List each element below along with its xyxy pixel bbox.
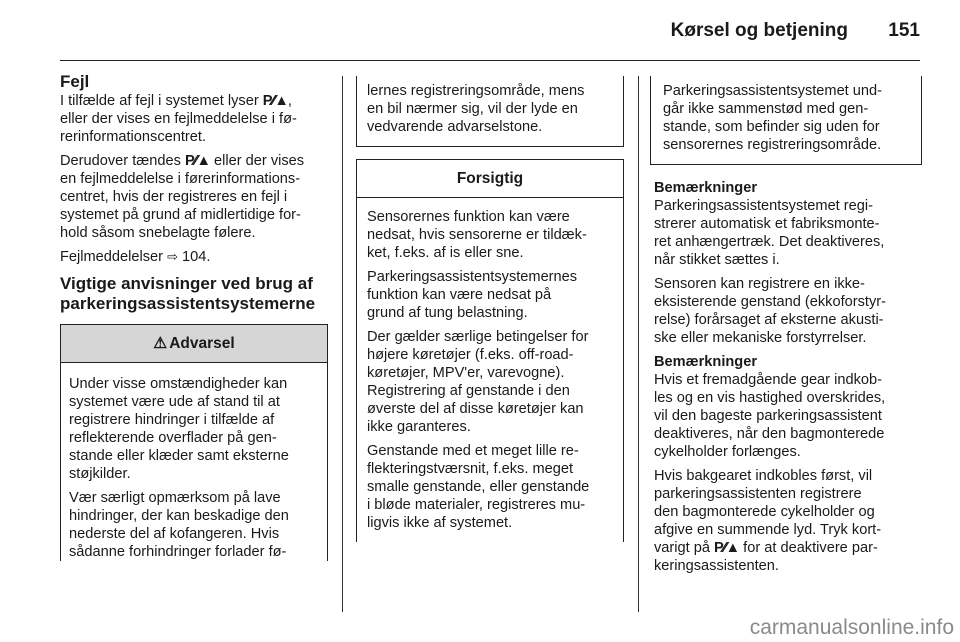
warning-paragraph xyxy=(69,375,319,483)
warning-box-continued xyxy=(356,76,624,147)
column-3 xyxy=(654,76,922,581)
caution-paragraph xyxy=(367,442,615,532)
text-line: flekteringstværsnit, f.eks. meget xyxy=(367,461,574,477)
paragraph: I tilfælde af fejl i systemet lyser P⁄⁄▲, eller der vises en fejlmeddelelse i fø- rerinformationscentret. xyxy=(60,93,297,145)
text-line: afgive en summende lyd. Tryk kort- xyxy=(654,522,882,538)
text-line: systemet være ude af stand til at xyxy=(69,394,280,410)
text-line: funktion kan være nedsat på xyxy=(367,287,552,303)
warning-box xyxy=(60,324,328,561)
note-paragraph xyxy=(654,197,922,269)
caution-paragraph xyxy=(663,82,913,154)
text-line: grund af tung belastning. xyxy=(367,305,528,321)
text-line: Sensorernes funktion kan være xyxy=(367,209,570,225)
text-line: Sensoren kan registrere en ikke- xyxy=(654,276,865,292)
text-line: reflekterende overflader på gen- xyxy=(69,430,277,446)
park-assist-icon: P⁄⁄▲ xyxy=(714,540,740,556)
page-header xyxy=(60,16,920,56)
warning-paragraph xyxy=(69,489,319,561)
paragraph xyxy=(654,275,922,347)
column-divider-1 xyxy=(342,76,343,612)
text-line: Hvis bakgearet indkobles først, vil xyxy=(654,468,873,484)
text-line: nedsat, hvis sensorerne er tildæk- xyxy=(367,227,587,243)
text-line: Vær særligt opmærksom på lave xyxy=(69,490,281,506)
warning-body xyxy=(61,363,327,561)
note-heading: Bemærkninger xyxy=(654,354,757,370)
text-line: højere køretøjer (f.eks. off-road- xyxy=(367,347,574,363)
text-line: går ikke sammenstød med gen- xyxy=(663,101,869,117)
text-line: parkeringsassistenten registrere xyxy=(654,486,862,502)
paragraph: Fejlmeddelelser ⇨ 104. xyxy=(60,249,211,265)
text-line: Under visse omstændigheder kan xyxy=(69,376,288,392)
text-line: sådanne forhindringer forlader fø- xyxy=(69,544,287,560)
text-line: relse) forårsaget af eksterne akusti- xyxy=(654,312,884,328)
text-line: nederste del af kofangeren. Hvis xyxy=(69,526,280,542)
text-line: en bil nærmer sig, vil der lyde en xyxy=(367,101,578,117)
text-line: les og en vis hastighed overskrides, xyxy=(654,390,886,406)
paragraph: Hvis bakgearet indkobles først, vil parkeringsassistenten registrere den bagmonterede cykelholder og afgive en summende lyd. Tryk kort- varigt på P⁄⁄▲ for at deaktivere par- keringsassistenten. xyxy=(654,468,882,574)
caution-box xyxy=(356,159,624,542)
text-line: den bagmonterede cykelholder og xyxy=(654,504,875,520)
text-line: registrere hindringer i tilfælde af xyxy=(69,412,275,428)
text-line: Parkeringsassistentsystemernes xyxy=(367,269,578,285)
text-line: cykelholder forlænges. xyxy=(654,444,801,460)
text-line: ske eller mekaniske forstyrrelser. xyxy=(654,330,867,346)
note-heading: Bemærkninger xyxy=(654,180,757,196)
caution-paragraph xyxy=(367,208,615,262)
text-line: Parkeringsassistentsystemet und- xyxy=(663,83,882,99)
text-line: eksisterende genstand (ekkoforstyr- xyxy=(654,294,886,310)
text-line: deaktiveres, når den bagmonterede xyxy=(654,426,885,442)
warning-triangle-icon: ⚠ xyxy=(153,334,168,352)
text-line: støjkilder. xyxy=(69,466,131,482)
park-assist-icon: P⁄⁄▲ xyxy=(184,153,210,169)
text-line: ret anhængertræk. Det deaktiveres, xyxy=(654,234,885,250)
text-line: ket, f.eks. af is eller sne. xyxy=(367,245,524,261)
caution-box-continued xyxy=(650,76,922,165)
park-assist-icon: P⁄⁄▲ xyxy=(262,93,288,109)
paragraph: Derudover tændes P⁄⁄▲ eller der vises en fejlmeddelelse i førerinformations- centret, hvis der registreres en fejl i systemet på grund af midlertidige for- hold såsom snebelagte følere. xyxy=(60,153,305,241)
watermark: carmanualsonline.info xyxy=(749,616,954,639)
page-title: Kørsel og betjening xyxy=(670,20,848,41)
text-line: lernes registreringsområde, mens xyxy=(367,83,585,99)
text-line: når stikket sættes i. xyxy=(654,252,780,268)
page-number: 151 xyxy=(888,20,920,41)
text-line: Registrering af genstande i den xyxy=(367,383,570,399)
text-line: ligvis ikke af systemet. xyxy=(367,515,513,531)
text-line: i bløde materialer, registreres mu- xyxy=(367,497,586,513)
section-heading-fejl: Fejl xyxy=(60,72,90,91)
header-divider xyxy=(60,60,920,61)
column-1 xyxy=(60,72,328,561)
text-line: øverste del af disse køretøjer kan xyxy=(367,401,584,417)
warning-header: ⚠ Advarsel xyxy=(61,325,327,363)
text-line: Parkeringsassistentsystemet regi- xyxy=(654,198,873,214)
caution-header: Forsigtig xyxy=(357,160,623,198)
text-line: vil den bageste parkeringsassistent xyxy=(654,408,882,424)
text-line: køretøjer, MPV'er, varevogne). xyxy=(367,365,565,381)
text-line: ikke garanteres. xyxy=(367,419,471,435)
caution-paragraph xyxy=(367,328,615,436)
text-line: Der gælder særlige betingelser for xyxy=(367,329,589,345)
column-divider-2 xyxy=(638,76,639,612)
caution-body xyxy=(357,198,623,532)
caution-paragraph xyxy=(367,268,615,322)
text-line: vedvarende advarselstone. xyxy=(367,119,543,135)
text-line: sensorernes registreringsområde. xyxy=(663,137,882,153)
warning-paragraph xyxy=(367,82,615,136)
text-line: hindringer, der kan beskadige den xyxy=(69,508,289,524)
text-line: strerer automatisk et fabriksmonte- xyxy=(654,216,880,232)
column-2 xyxy=(358,76,622,542)
section-heading-important: Vigtige anvisninger ved brug af parkeringsassistentsystemerne xyxy=(60,274,316,313)
text-line: Genstande med et meget lille re- xyxy=(367,443,579,459)
text-line: smalle genstande, eller genstande xyxy=(367,479,590,495)
text-line: stande eller klæder samt eksterne xyxy=(69,448,289,464)
text-line: stande, som befinder sig uden for xyxy=(663,119,880,135)
text-line: Hvis et fremadgående gear indkob- xyxy=(654,372,882,388)
page-reference-arrow-icon[interactable]: ⇨ xyxy=(167,249,178,264)
note-paragraph xyxy=(654,371,922,461)
